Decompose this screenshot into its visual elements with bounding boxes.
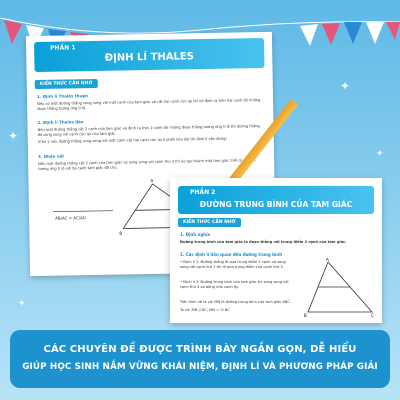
paragraph: Nếu một đường thẳng cắt 2 cạnh của tam giác và định ra trên 2 cạnh đó những đoạn thẳng tương ứng tỉ lệ thì đường thẳng đó song song với cạnh còn lại của tam giác. (37, 124, 260, 137)
paragraph: • Định lí 1: Đường thẳng đi qua trung điểm 1 cạnh và song song với cạnh thứ 2 thì đi qua trung điểm của cạnh thứ 3. (180, 260, 286, 269)
subheading: 3. Nhận xét (37, 153, 65, 159)
svg-text:AB/AC = AC/AD: AB/AC = AC/AD (55, 215, 86, 221)
triangle-figure-icon (302, 258, 378, 318)
paragraph: Đường trung bình của tam giác là đoạn thẳng nối trung điểm 2 cạnh của tam giác. (180, 240, 347, 244)
paragraph: Nếu một đường thẳng cắt 2 cạnh của tam giác và song song với cạnh thứ 3 thì nó tạo thành một tam giác mới có 3 cạnh tương ứng tỉ lệ với ba cạnh tam giác đã cho. (38, 158, 256, 171)
svg-text:A: A (326, 258, 329, 262)
svg-text:A: A (150, 177, 154, 184)
section-header: KIẾN THỨC CẦN NHỚ (35, 79, 98, 89)
page-title: ĐƯỜNG TRUNG BÌNH CỦA TAM GIÁC (199, 200, 353, 209)
subheading: 1. Định lí Thalès thuận (36, 93, 88, 99)
svg-text:B: B (119, 230, 123, 236)
part-label: PHẦN 1 (50, 44, 76, 52)
banner-line-1: CÁC CHUYÊN ĐỀ ĐƯỢC TRÌNH BÀY NGẮN GỌN, DỄ HIỂU (43, 344, 357, 355)
page-title: ĐỊNH LÍ THALES (104, 51, 195, 64)
subheading: 2. Định lí Thalès đảo (37, 119, 84, 125)
section-header: KIẾN THỨC CẦN NHỚ (178, 218, 241, 227)
banner-line-2: GIÚP HỌC SINH NẮM VỮNG KHÁI NIỆM, ĐỊNH LÍ VÀ PHƯƠNG PHÁP GIẢI (22, 362, 378, 372)
paragraph: (Chú ý nếu đường thẳng song song với một cạnh cắt hai cạnh còn lại ở phần kéo dài thì định lí vẫn đúng) (37, 136, 227, 144)
sparkle-star-icon: ✦ (376, 149, 384, 159)
sparkle-star-icon: ✦ (18, 299, 26, 309)
paragraph: • Định lí 2: Đường trung bình của tam giác thì song song với cạnh thứ 3 và bằng nửa cạnh ấy. (180, 280, 289, 289)
subheading: 1. Định nghĩa (180, 232, 211, 237)
paragraph: Ta có: MN // BC, MN = ½ BC (180, 308, 230, 312)
sparkle-star-icon: ✦ (8, 129, 19, 143)
info-banner (10, 330, 390, 388)
paragraph: Nếu có một đường thẳng song song với một cạnh của tam giác và cắt hai cạnh còn lại thì nó định ra trên hai cạnh đó những đoạn thẳng tương ứng tỉ lệ. (37, 98, 261, 111)
subheading: 2. Các định lí liên quan đến đường trung bình (180, 252, 283, 257)
page-midline (170, 178, 382, 323)
part-label: PHẦN 2 (190, 189, 216, 196)
sparkle-star-icon: ✦ (340, 79, 351, 93)
svg-text:B: B (304, 313, 307, 318)
svg-text:C: C (371, 313, 374, 318)
paragraph: Trên hình vẽ ta có: MN là đường trung bình của tam giác ABC. (180, 300, 291, 304)
